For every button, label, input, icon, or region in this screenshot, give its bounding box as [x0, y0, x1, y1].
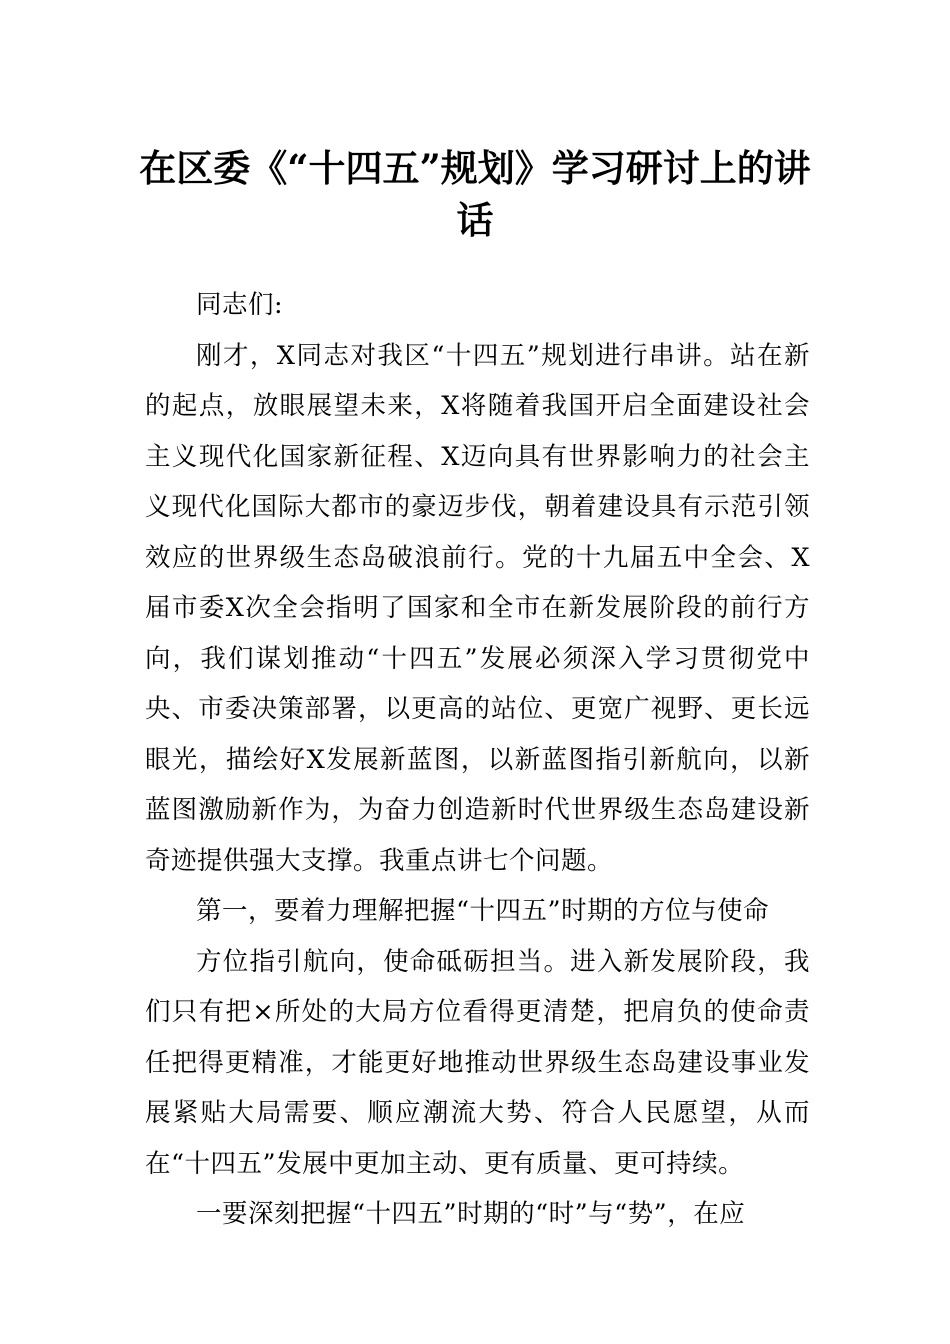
section-heading-1: 第一，要着力理解把握“十四五”时期的方位与使命 — [196, 896, 770, 926]
section-1-paragraph: 方位指引航向，使命砥砺担当。进入新发展阶段，我们只有把×所处的大局方位看得更清楚，把肩负的使命责任把得更精准，才能更好地推动世界级生态岛建设事业发展紧贴大局需要、顺应潮流大势、符合人民愿望，从而在“十四五”发展中更加主动、更有质量、更可持续。 — [145, 946, 810, 1179]
document-body — [145, 280, 810, 1240]
intro-paragraph: 刚才，X同志对我区“十四五”规划进行串讲。站在新的起点，放眼展望未来，X将随着我国开启全面建设社会主义现代化国家新征程、X迈向具有世界影响力的社会主义现代化国际大都市的豪迈步伐，朝着建设具有示范引领效应的世界级生态岛破浪前行。党的十九届五中全会、X届市委X次全会指明了国家和全市在新发展阶段的前行方向，我们谋划推动“十四五”发展必须深入学习贯彻党中央、市委决策部署，以更高的站位、更宽广视野、更长远眼光，描绘好X发展新蓝图，以新蓝图指引新航向，以新蓝图激励新作为，为奋力创造新时代世界级生态岛建设新奇迹提供强大支撑。我重点讲七个问题。 — [145, 340, 810, 876]
document-title: 在区委《“十四五”规划》学习研讨上的讲话 — [139, 146, 811, 242]
section-1-subpoint: 一要深刻把握“十四五”时期的“时”与“势”，在应 — [196, 1199, 746, 1229]
salutation-paragraph: 同志们: — [196, 290, 284, 320]
